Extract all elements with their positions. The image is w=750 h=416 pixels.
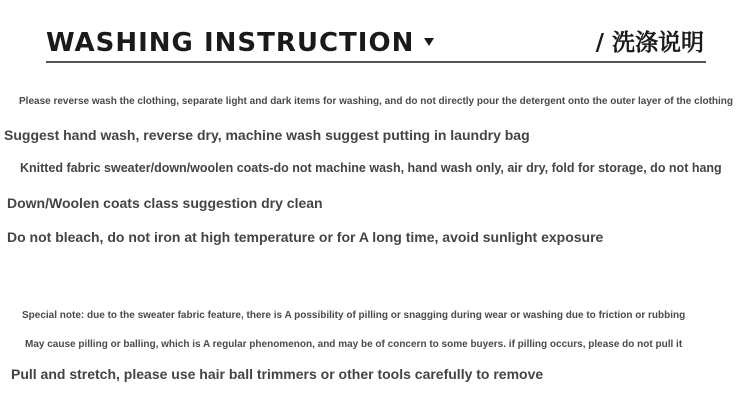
- special-note-line: Pull and stretch, please use hair ball trimmers or other tools carefully to remove: [11, 366, 544, 382]
- special-note-line: May cause pilling or balling, which is A regular phenomenon, and may be of concern to some buyers. if pilling occurs, please do not pull it: [25, 339, 683, 350]
- instruction-line: Please reverse wash the clothing, separate light and dark items for washing, and do not directly pour the detergent onto the outer layer of the clothing: [19, 96, 734, 107]
- instruction-line: Suggest hand wash, reverse dry, machine wash suggest putting in laundry bag: [4, 127, 530, 143]
- title-en-text: WASHING INSTRUCTION: [46, 28, 415, 58]
- instruction-line: Do not bleach, do not iron at high temperature or for A long time, avoid sunlight exposure: [7, 229, 604, 245]
- instruction-line: Knitted fabric sweater/down/woolen coats-do not machine wash, hand wash only, air dry, fold for storage, do not hang: [20, 161, 722, 175]
- header: [46, 26, 706, 62]
- page-title: [46, 26, 434, 60]
- special-note-line: Special note: due to the sweater fabric feature, there is A possibility of pilling or snagging during wear or washing due to friction or rubbing: [22, 310, 686, 321]
- instruction-line: Down/Woolen coats class suggestion dry clean: [7, 195, 323, 211]
- page-title-chinese: / 洗涤说明: [595, 30, 704, 56]
- triangle-down-icon: [424, 38, 434, 46]
- header-divider: [46, 61, 706, 63]
